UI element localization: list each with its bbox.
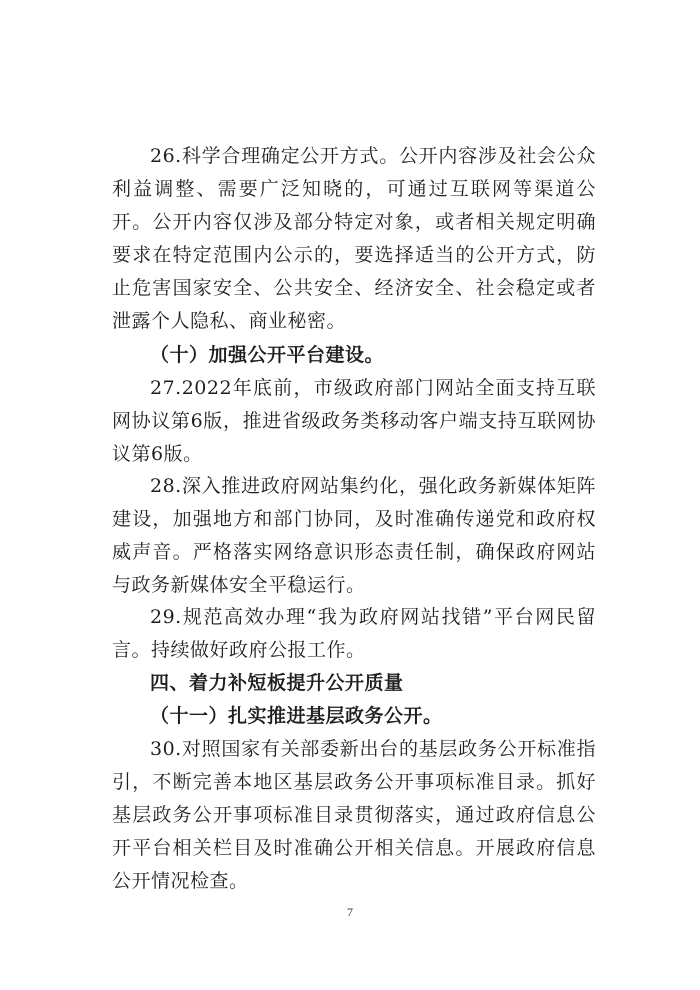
subheading-section-10: （十）加强公开平台建设。	[150, 344, 385, 366]
subheading-section-11: （十一）扎实推进基层政务公开。	[150, 705, 443, 727]
page-number: 7	[347, 905, 353, 919]
paragraph-item-28: 28.深入推进政府网站集约化，强化政务新媒体矩阵建设，加强地方和部门协同，及时准确传递党和政府权威声音。严格落实网络意识形态责任制，确保政府网站与政务新媒体安全平稳运行。	[112, 475, 596, 596]
paragraph-item-29: 29.规范高效办理“我为政府网站找错”平台网民留言。持续做好政府公报工作。	[112, 606, 596, 661]
paragraph-item-27: 27.2022年底前，市级政府部门网站全面支持互联网协议第6版，推进省级政务类移动客户端支持互联网协议第6版。	[112, 377, 596, 465]
paragraph-item-30: 30.对照国家有关部委新出台的基层政务公开标准指引，不断完善本地区基层政务公开事项标准目录。抓好基层政务公开事项标准目录贯彻落实，通过政府信息公开平台相关栏目及时准确公开相关信息。开展政府信息公开情况检查。	[112, 738, 596, 892]
section-heading-4: 四、着力补短板提升公开质量	[150, 672, 404, 694]
paragraph-item-26: 26.科学合理确定公开方式。公开内容涉及社会公众利益调整、需要广泛知晓的，可通过互联网等渠道公开。公开内容仅涉及部分特定对象，或者相关规定明确要求在特定范围内公示的，要选择适当的公开方式，防止危害国家安全、公共安全、经济安全、社会稳定或者泄露个人隐私、商业秘密。	[112, 145, 596, 332]
